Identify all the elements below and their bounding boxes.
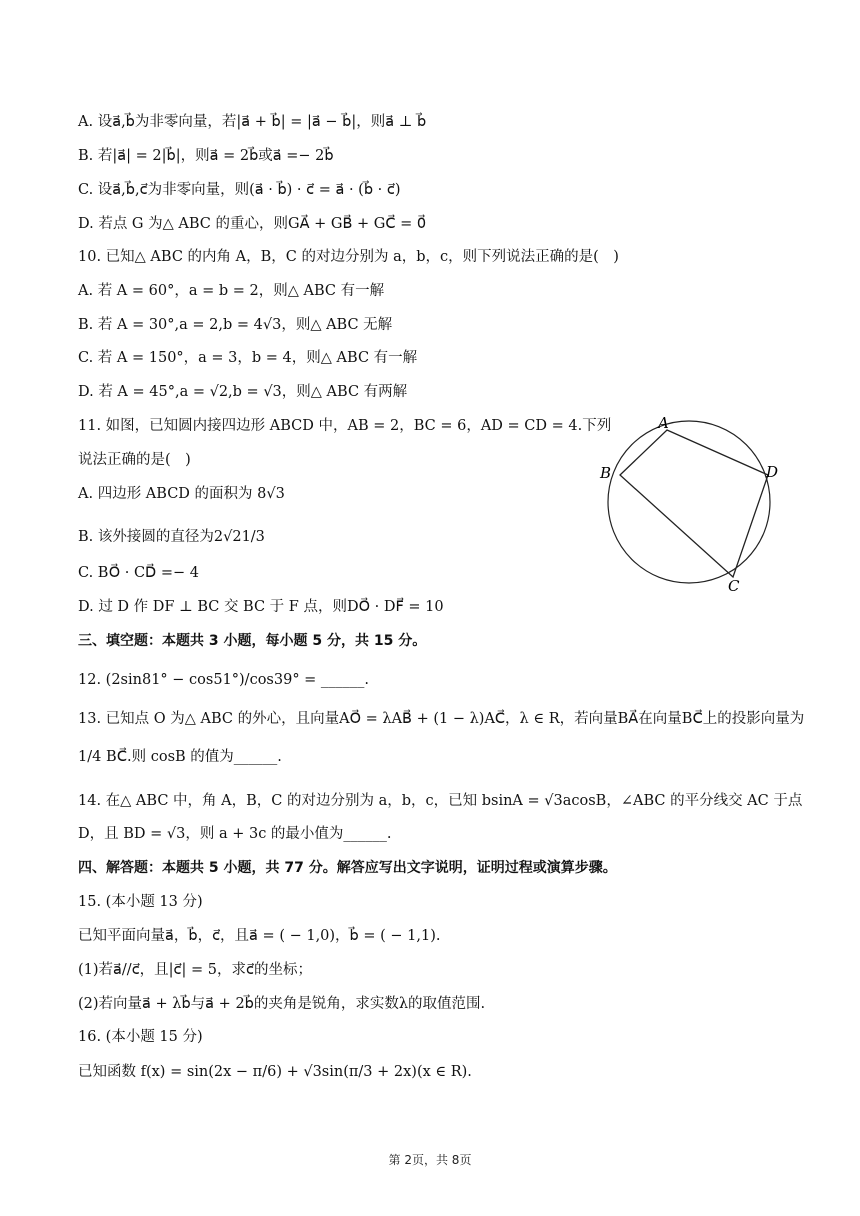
option-10c: C. 若 A = 150°，a = 3，b = 4，则△ ABC 有一解	[78, 350, 418, 366]
question-11: 11. 如图，已知圆内接四边形 ABCD 中，AB = 2，BC = 6，AD = CD = 4.下列	[78, 418, 612, 434]
option-9b: B. 若|a⃗| = 2|b⃗|，则a⃗ = 2b⃗或a⃗ =− 2b⃗	[78, 148, 334, 164]
question-16-body: 已知函数 f(x) = sin(2x − π/6) + √3sin(π/3 + 2x)(x ∈ R).	[78, 1064, 472, 1080]
question-14: 14. 在△ ABC 中，角 A，B，C 的对边分别为 a，b，c，已知 bsinA = √3acosB，∠ABC 的平分线交 AC 于点	[78, 793, 803, 809]
label-a: A	[658, 414, 669, 432]
question-13-cont: 1/4 BC⃗.则 cosB 的值为______.	[78, 749, 282, 765]
label-c: C	[728, 577, 740, 595]
question-13: 13. 已知点 O 为△ ABC 的外心，且向量AO⃗ = λAB⃗ + (1 − λ)AC⃗，λ ∈ R，若向量BA⃗在向量BC⃗上的投影向量为	[78, 711, 805, 727]
section-answer: 四、解答题：本题共 5 小题，共 77 分。解答应写出文字说明，证明过程或演算步骤。	[78, 860, 617, 876]
question-15-part1: (1)若a⃗//c⃗，且|c⃗| = 5，求c⃗的坐标；	[78, 962, 312, 978]
quadrilateral-abcd	[620, 430, 768, 577]
question-10: 10. 已知△ ABC 的内角 A，B，C 的对边分别为 a，b，c，则下列说法正确的是( )	[78, 249, 619, 265]
option-11c: C. BO⃗ · CD⃗ =− 4	[78, 565, 199, 581]
question-15-part2: (2)若向量a⃗ + λb⃗与a⃗ + 2b⃗的夹角是锐角，求实数λ的取值范围.	[78, 996, 486, 1012]
option-10a: A. 若 A = 60°，a = b = 2，则△ ABC 有一解	[78, 283, 385, 299]
question-14-cont: D，且 BD = √3，则 a + 3c 的最小值为______.	[78, 826, 392, 842]
label-b: B	[600, 464, 612, 482]
option-10b: B. 若 A = 30°,a = 2,b = 4√3，则△ ABC 无解	[78, 317, 393, 333]
option-9a: A. 设a⃗,b⃗为非零向量，若|a⃗ + b⃗| = |a⃗ − b⃗|，则a⃗ ⊥ b⃗	[78, 114, 427, 130]
cyclic-quadrilateral-figure	[592, 410, 782, 595]
option-10d: D. 若 A = 45°,a = √2,b = √3，则△ ABC 有两解	[78, 384, 408, 400]
question-11-cont: 说法正确的是( )	[78, 452, 191, 468]
question-16-header: 16. (本小题 15 分)	[78, 1029, 203, 1045]
circumcircle	[608, 421, 770, 583]
option-11a: A. 四边形 ABCD 的面积为 8√3	[78, 486, 285, 502]
option-11d: D. 过 D 作 DF ⊥ BC 交 BC 于 F 点，则DO⃗ · DF⃗ = 10	[78, 599, 444, 615]
section-fill-in: 三、填空题：本题共 3 小题，每小题 5 分，共 15 分。	[78, 633, 427, 649]
option-9c: C. 设a⃗,b⃗,c⃗为非零向量，则(a⃗ · b⃗) · c⃗ = a⃗ · (b⃗ · c⃗)	[78, 182, 401, 198]
option-9d: D. 若点 G 为△ ABC 的重心，则GA⃗ + GB⃗ + GC⃗ = 0⃗	[78, 216, 427, 232]
question-15-body: 已知平面向量a⃗，b⃗，c⃗，且a⃗ = ( − 1,0)，b⃗ = ( − 1,1).	[78, 928, 441, 944]
page-footer: 第 2页，共 8页	[388, 1153, 472, 1167]
label-d: D	[766, 463, 779, 481]
option-11b: B. 该外接圆的直径为2√21/3	[78, 529, 265, 545]
question-12: 12. (2sin81° − cos51°)/cos39° = ______.	[78, 672, 370, 688]
question-15-header: 15. (本小题 13 分)	[78, 894, 203, 910]
